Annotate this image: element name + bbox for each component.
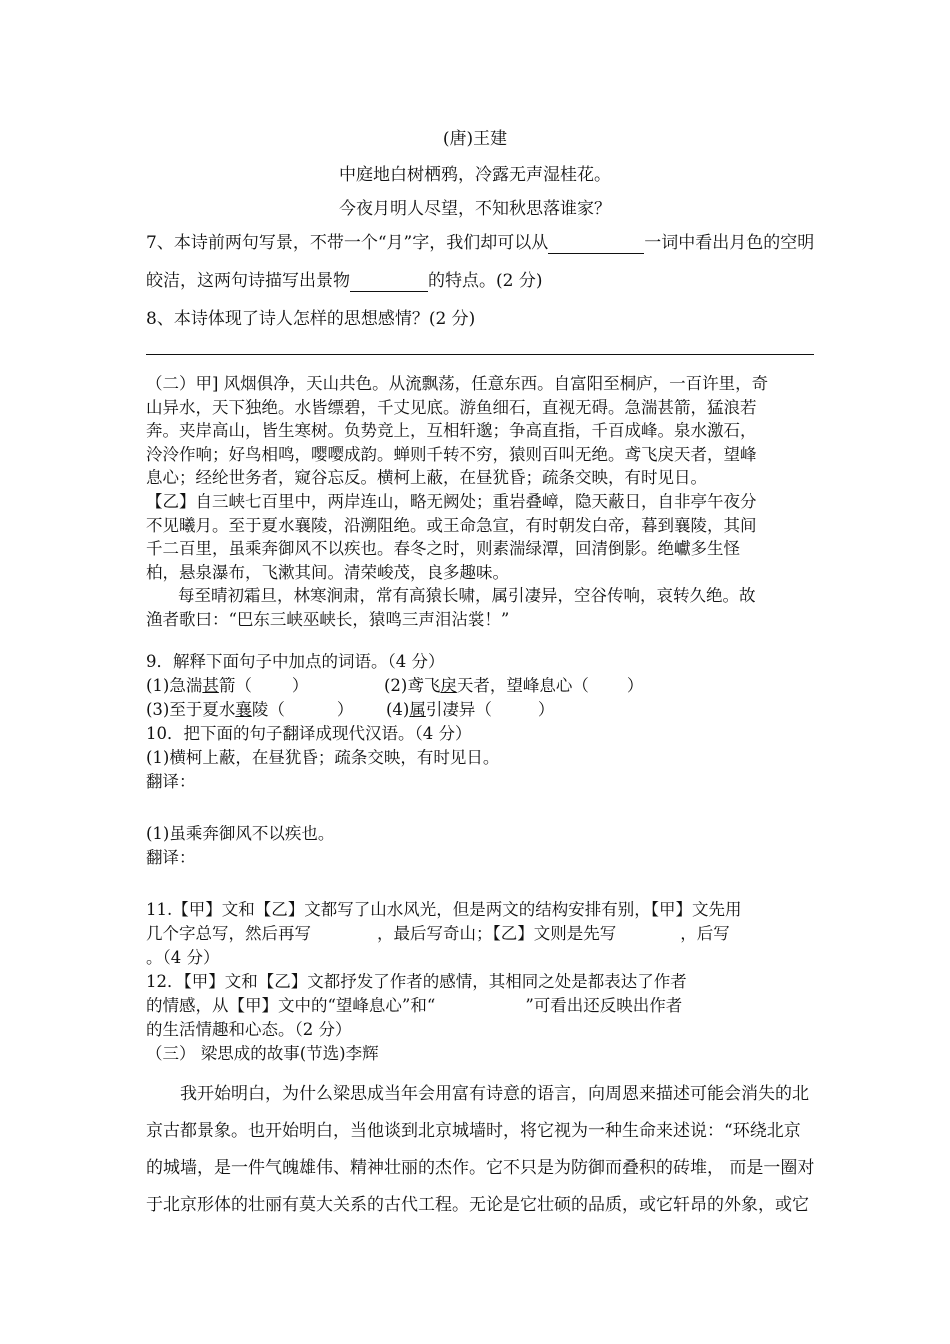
section-3-line: 的城墙，是一件气魄雄伟、精神壮丽的杰作。它不只是为防御而叠积的砖堆， 而是一圈对 (146, 1158, 815, 1178)
passage-2-line: 奔。夹岸高山，皆生寒树。负势竞上，互相轩邈；争高直指，千百成峰。泉水激石， (146, 421, 757, 441)
question-7-line-2 (146, 266, 542, 292)
question-11-line-2 (146, 920, 730, 944)
passage-2-line: 【乙】自三峡七百里中，两岸连山，略无阙处；重岩叠嶂，隐天蔽日，自非亭午夜分 (146, 491, 757, 511)
q9-item-1-pre: (1)急湍 (146, 676, 203, 695)
passage-2 (146, 372, 816, 632)
q9-item-2-pre: (2)鸢飞 (384, 676, 441, 695)
q7-answer-blank-2[interactable] (350, 271, 428, 292)
question-12-line-3: 的生活情趣和心态。（2 分） (146, 1020, 352, 1039)
poem-author: (唐)王建 (442, 129, 508, 149)
question-9-title: 9．解释下面句子中加点的词语。（4 分） (146, 652, 445, 671)
q9-item-3-post: 陵（ (251, 700, 285, 719)
q9-item-2-word: 戾 (440, 676, 457, 695)
question-11-line-1: 11.【甲】文和【乙】文都写了山水风光，但是两文的结构安排有别，【甲】文先用 (146, 900, 742, 919)
q10-sentence-1: (1)横柯上蔽，在昼犹昏；疏条交映，有时见日。 (146, 748, 500, 767)
passage-2-line: 山异水，天下独绝。水皆缥碧，千丈见底。游鱼细石，直视无碍。急湍甚箭，猛浪若 (146, 397, 757, 417)
q8-answer-line[interactable] (146, 354, 814, 355)
section-3-line: 我开始明白，为什么梁思成当年会用富有诗意的语言，向周恩来描述可能会消失的北 (180, 1084, 809, 1104)
q11-text-b: ，最后写奇山；【乙】文则是先写 (377, 924, 617, 943)
q10-translation-label-2: 翻译： (146, 848, 196, 867)
q9-item-3-pre: (3)至于夏水 (146, 700, 236, 719)
question-8: 8、本诗体现了诗人怎样的思想感情？(2 分) (146, 309, 476, 329)
q9-item-1-word: 甚 (202, 676, 219, 695)
q9-item-3 (146, 696, 353, 720)
section-3-body (146, 1076, 886, 1224)
passage-2-line: 柏，悬泉瀑布，飞漱其间。清荣峻茂，良多趣味。 (146, 562, 509, 582)
q9-item-4 (386, 696, 554, 720)
q7-text-b: 一词中看出月色的空明 (644, 233, 815, 253)
section-3-line: 京古都景象。也开始明白，当他谈到北京城墙时，将它视为一种生命来述说：“环绕北京 (146, 1121, 801, 1141)
passage-2-line: 泠泠作响；好鸟相鸣，嘤嘤成韵。蝉则千转不穷，猿则百叫无绝。鸢飞戾天者，望峰 (146, 444, 757, 464)
q7-answer-blank-1[interactable] (548, 233, 644, 254)
passage-2-line: 每至晴初霜旦，林寒涧肃，常有高猿长啸，属引凄异，空谷传响，哀转久绝。故 (178, 586, 756, 606)
q9-item-4-post: 引凄异（ (425, 700, 492, 719)
q10-translation-label-1: 翻译： (146, 772, 196, 791)
q9-item-3-word: 襄 (235, 700, 252, 719)
q9-item-4-word: 属 (409, 700, 426, 719)
q12-text-a: 的情感，从【甲】文中的“望峰息心”和“ (146, 996, 436, 1015)
passage-2-line: 不见曦月。至于夏水襄陵，沿溯阻绝。或王命急宣，有时朝发白帝，暮到襄陵，其间 (146, 515, 757, 535)
q9-item-4-pre: (4) (386, 700, 410, 719)
section-3-heading: （三） 梁思成的故事(节选)李辉 (146, 1044, 379, 1063)
passage-2-line: 息心；经纶世务者，窥谷忘反。横柯上蔽，在昼犹昏；疏条交映，有时见日。 (146, 468, 707, 488)
q7-text-c: 皎洁，这两句诗描写出景物 (146, 271, 350, 291)
q9-item-3-close: ） (336, 700, 354, 719)
question-12-line-1: 12．【甲】文和【乙】文都抒发了作者的感情，其相同之处是都表达了作者 (146, 972, 687, 991)
q11-text-a: 几个字总写，然后再写 (146, 924, 311, 943)
q9-item-1-close: ） (291, 676, 309, 695)
q7-text-d: 的特点。(2 分) (428, 271, 543, 291)
q9-item-1-post: 箭（ (218, 676, 252, 695)
q9-item-4-close: ） (537, 700, 555, 719)
q11-text-c: ，后写 (680, 924, 730, 943)
passage-2-line: 渔者歌曰：“巴东三峡巫峡长，猿鸣三声泪沾裳！” (146, 609, 510, 629)
question-12-line-2 (146, 992, 682, 1016)
q10-sentence-2: (1)虽乘奔御风不以疾也。 (146, 824, 335, 843)
q9-item-2 (384, 672, 643, 696)
question-7-line-1 (146, 228, 814, 254)
q9-item-2-post: 天者，望峰息心（ (456, 676, 589, 695)
passage-2-line: （二）甲] 风烟俱净，天山共色。从流飘荡，任意东西。自富阳至桐庐，一百许里，奇 (146, 374, 769, 393)
passage-2-line: 千二百里，虽乘奔御风不以疾也。春冬之时，则素湍绿潭，回清倒影。绝巘多生怪 (146, 539, 740, 559)
q9-item-2-close: ） (626, 676, 644, 695)
q12-text-b: ”可看出还反映出作者 (525, 996, 683, 1015)
question-11-line-3: 。（4 分） (146, 948, 220, 967)
poem-line-1: 中庭地白树栖鸦，冷露无声湿桂花。 (339, 165, 611, 185)
poem-line-2: 今夜月明人尽望，不知秋思落谁家？ (339, 199, 611, 219)
q9-item-1 (146, 672, 308, 696)
question-10-title: 10．把下面的句子翻译成现代汉语。（4 分） (146, 724, 472, 743)
section-3-line: 于北京形体的壮丽有莫大关系的古代工程。无论是它壮硕的品质，或它轩昂的外象，或它 (146, 1195, 809, 1215)
q7-text-a: 7、本诗前两句写景，不带一个“月”字，我们却可以从 (146, 233, 549, 253)
